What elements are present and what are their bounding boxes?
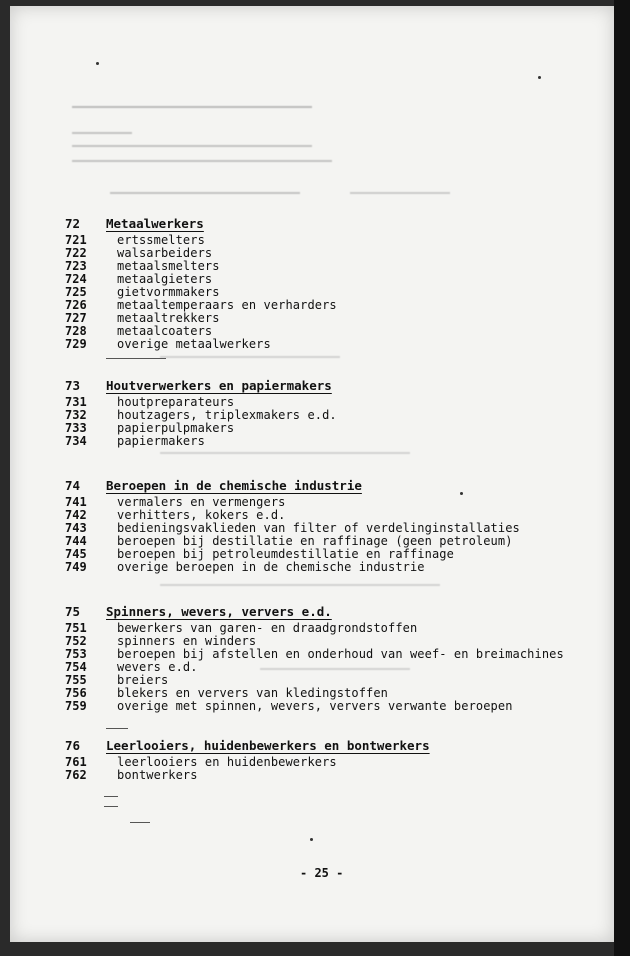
list-item: 759 overige met spinnen, wevers, ververs verwante beroepen (65, 699, 513, 713)
list-item: 756 blekers en ververs van kledingstoffen (65, 686, 389, 700)
speck (96, 62, 99, 65)
section-heading (65, 738, 585, 756)
bleed-through-line (72, 160, 332, 162)
list-item: 731 houtpreparateurs (65, 395, 235, 409)
section-title: Beroepen in de chemische industrie (106, 478, 362, 493)
section-title: Leerlooiers, huidenbewerkers en bontwerkers (106, 738, 430, 753)
bleed-through-line (110, 192, 300, 194)
section-heading (65, 378, 585, 396)
list-item: 755 breiers (65, 673, 169, 687)
dashed-rule (106, 358, 166, 359)
speck (538, 76, 541, 79)
scan-edge (614, 0, 630, 956)
list-item: 741 vermalers en vermengers (65, 495, 286, 509)
list-item: 721 ertssmelters (65, 233, 205, 247)
list-item: 727 metaaltrekkers (65, 311, 220, 325)
section-code: 74 (65, 478, 81, 493)
list-item: 751 bewerkers van garen- en draadgrondstoffen (65, 621, 418, 635)
list-item: 732 houtzagers, triplexmakers e.d. (65, 408, 337, 422)
bleed-through-line (72, 132, 132, 134)
section-code: 73 (65, 378, 81, 393)
section-heading (65, 604, 585, 622)
list-item: 742 verhitters, kokers e.d. (65, 508, 286, 522)
list-item: 724 metaalgieters (65, 272, 213, 286)
list-item: 726 metaaltemperaars en verharders (65, 298, 337, 312)
list-item: 762 bontwerkers (65, 768, 198, 782)
bleed-through-line (72, 106, 312, 108)
speck (460, 492, 463, 495)
section-title: Metaalwerkers (106, 216, 204, 231)
list-item: 729 overige metaalwerkers (65, 337, 271, 351)
section-code: 72 (65, 216, 81, 231)
list-item: 733 papierpulpmakers (65, 421, 235, 435)
document-page (10, 6, 614, 942)
bleed-through-line (350, 192, 450, 194)
list-item: 761 leerlooiers en huidenbewerkers (65, 755, 337, 769)
section-code: 76 (65, 738, 81, 753)
list-item: 744 beroepen bij destillatie en raffinage (geen petroleum) (65, 534, 513, 548)
list-item: 752 spinners en winders (65, 634, 257, 648)
section-title: Spinners, wevers, ververs e.d. (106, 604, 332, 619)
list-item: 754 wevers e.d. (65, 660, 198, 674)
dashed-rule (104, 806, 118, 807)
bleed-through-line (160, 452, 410, 454)
page-number: - 25 - (300, 866, 344, 880)
list-item: 728 metaalcoaters (65, 324, 213, 338)
section-74 (65, 478, 585, 574)
section-heading (65, 478, 585, 496)
list-item: 753 beroepen bij afstellen en onderhoud van weef- en breimachines (65, 647, 564, 661)
list-item: 734 papiermakers (65, 434, 205, 448)
list-item: 749 overige beroepen in de chemische industrie (65, 560, 425, 574)
dashed-rule (104, 796, 118, 797)
dashed-rule (130, 822, 150, 823)
section-76 (65, 738, 585, 782)
bleed-through-line (160, 584, 440, 586)
speck (310, 838, 313, 841)
dashed-rule (106, 728, 128, 729)
list-item: 743 bedieningsvaklieden van filter of verdelinginstallaties (65, 521, 520, 535)
section-73 (65, 378, 585, 448)
list-item: 722 walsarbeiders (65, 246, 213, 260)
list-item: 723 metaalsmelters (65, 259, 220, 273)
list-item: 745 beroepen bij petroleumdestillatie en raffinage (65, 547, 454, 561)
bleed-through-line (160, 356, 340, 358)
section-code: 75 (65, 604, 81, 619)
list-item: 725 gietvormmakers (65, 285, 220, 299)
section-75 (65, 604, 585, 713)
section-heading (65, 216, 585, 234)
section-72 (65, 216, 585, 351)
section-title: Houtverwerkers en papiermakers (106, 378, 332, 393)
bleed-through-line (72, 145, 312, 147)
